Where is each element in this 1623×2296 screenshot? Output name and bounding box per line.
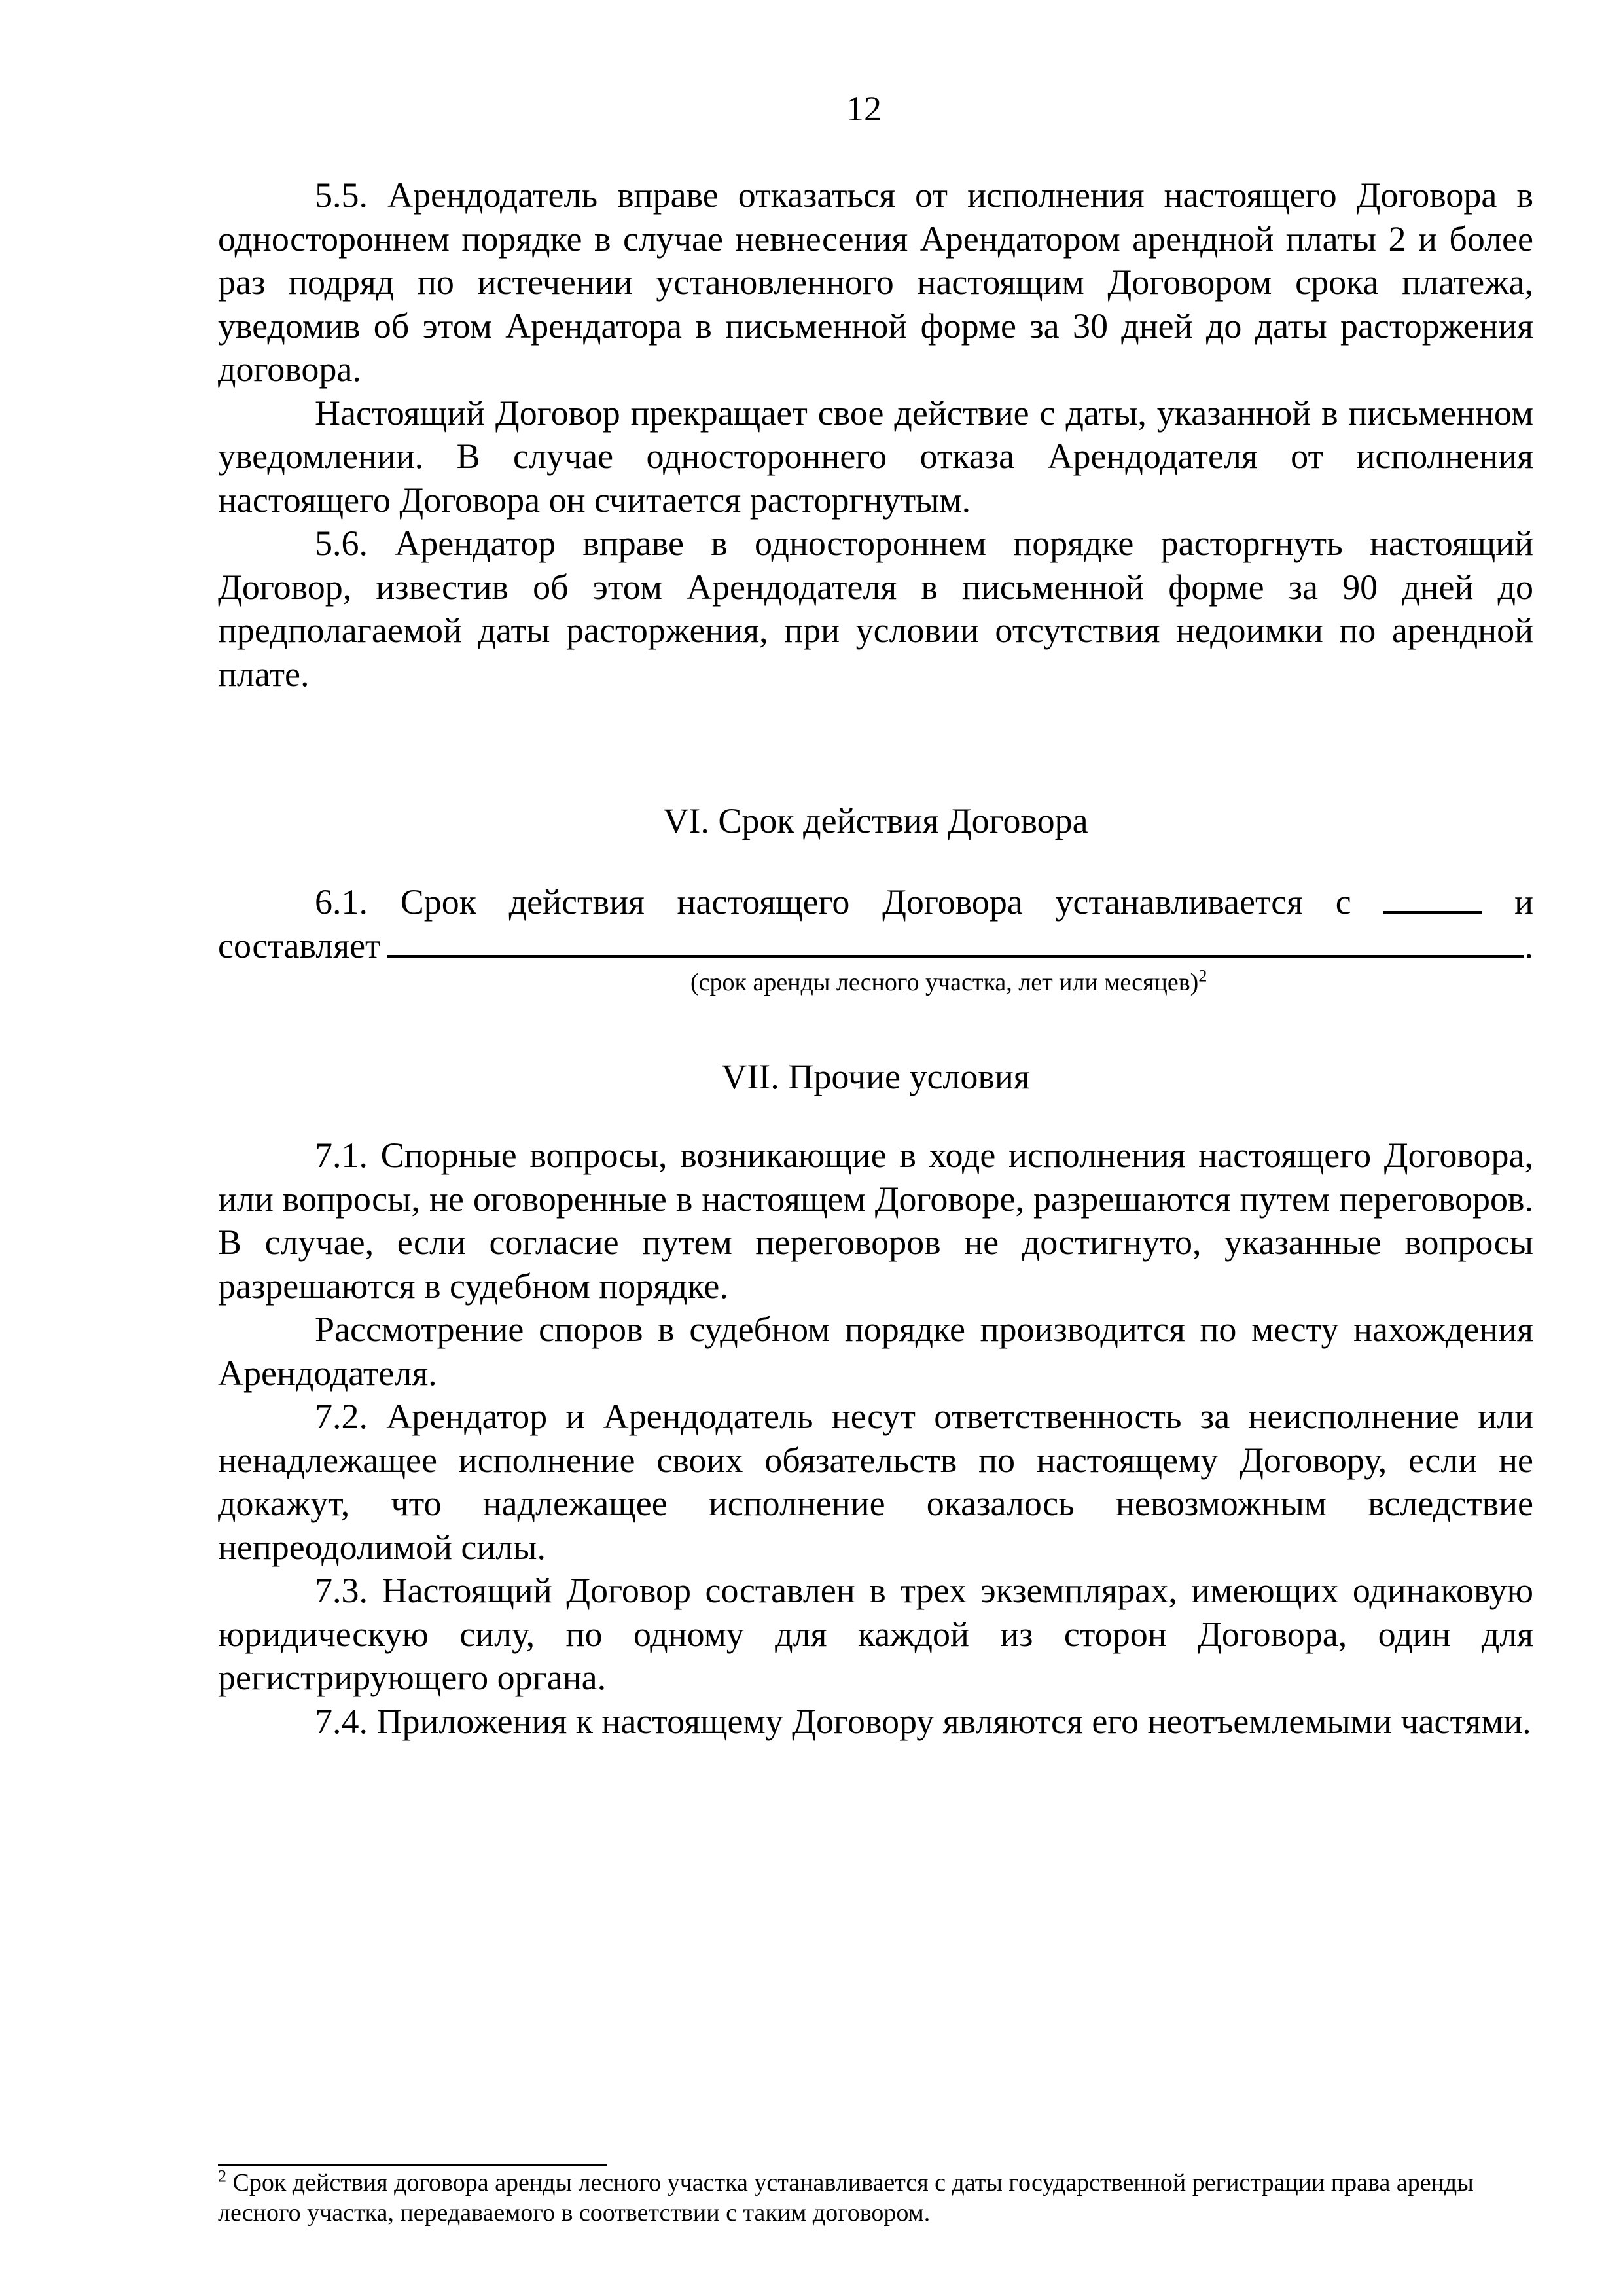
term-blank-caption bbox=[690, 966, 1207, 999]
footnote-paragraph bbox=[218, 2168, 1474, 2228]
paragraph-6-1-tail: составляет bbox=[218, 925, 381, 965]
paragraph-6-1-end: . bbox=[1524, 925, 1533, 965]
section-7-text bbox=[218, 1134, 1533, 1743]
paragraph-6-1-and: и bbox=[1514, 882, 1534, 922]
footnote-marker: 2 bbox=[218, 2166, 226, 2186]
term-blank bbox=[387, 926, 1524, 958]
section-5-text bbox=[218, 173, 1533, 696]
footnote-separator bbox=[218, 2164, 607, 2166]
paragraph-7-1-continuation: Рассмотрение споров в судебном порядке производится по месту нахождения Арендодателя. bbox=[218, 1310, 1533, 1393]
footnote-reference: 2 bbox=[1198, 966, 1207, 986]
paragraph-5-6: 5.6. Арендатор вправе в одностороннем порядке расторгнуть настоящий Договор, известив об этом Арендодателя в письменной форме за 90 дней до предполагаемой даты расторжения, при условии отсутствия недоимки по арендной плате. bbox=[218, 524, 1533, 694]
section-7-heading: VII. Прочие условия bbox=[721, 1057, 1030, 1096]
term-blank-caption-text: (срок аренды лесного участка, лет или месяцев) bbox=[690, 969, 1199, 996]
page-number: 12 bbox=[846, 89, 882, 128]
footnote bbox=[218, 2168, 1474, 2228]
paragraph-7-1: 7.1. Спорные вопросы, возникающие в ходе исполнения настоящего Договора, или вопросы, не оговоренные в настоящем Договоре, разрешаются путем переговоров. В случае, если согласие путем переговоров не достигнуто, указанные вопросы разрешаются в судебном порядке. bbox=[218, 1136, 1533, 1306]
footnote-text: Срок действия договора аренды лесного участка устанавливается с даты государственной регистрации права аренды лесного участка, передаваемого в соответствии с таким договором. bbox=[218, 2169, 1474, 2227]
section-6-heading: VI. Срок действия Договора bbox=[663, 801, 1088, 840]
paragraph-6-1-start: 6.1. Срок действия настоящего Договора устанавливается с bbox=[315, 882, 1351, 922]
paragraph-5-5-continuation: Настоящий Договор прекращает свое действие с даты, указанной в письменном уведомлении. В случае одностороннего отказа Арендодателя от исполнения настоящего Договора он считается расторгнутым. bbox=[218, 393, 1533, 520]
section-6-text bbox=[218, 880, 1533, 967]
paragraph-5-5: 5.5. Арендодатель вправе отказаться от исполнения настоящего Договора в одностороннем порядке в случае невнесения Арендатором арендной платы 2 и более раз подряд по истечении установленного настоящим Договором срока платежа, уведомив об этом Арендатора в письменной форме за 30 дней до даты расторжения договора. bbox=[218, 175, 1533, 389]
start-date-blank bbox=[1383, 882, 1482, 914]
paragraph-7-3: 7.3. Настоящий Договор составлен в трех экземплярах, имеющих одинаковую юридическую силу, по одному для каждой из сторон Договора, один для регистрирующего органа. bbox=[218, 1571, 1533, 1697]
paragraph-6-1 bbox=[218, 880, 1533, 924]
paragraph-7-4: 7.4. Приложения к настоящему Договору являются его неотъемлемыми частями. bbox=[315, 1701, 1531, 1741]
paragraph-7-2: 7.2. Арендатор и Арендодатель несут ответственность за неисполнение или ненадлежащее исполнение своих обязательств по настоящему Договору, если не докажут, что надлежащее исполнение оказалось невозможным вследствие непреодолимой силы. bbox=[218, 1397, 1533, 1567]
paragraph-6-1-tail-line bbox=[218, 924, 1533, 968]
